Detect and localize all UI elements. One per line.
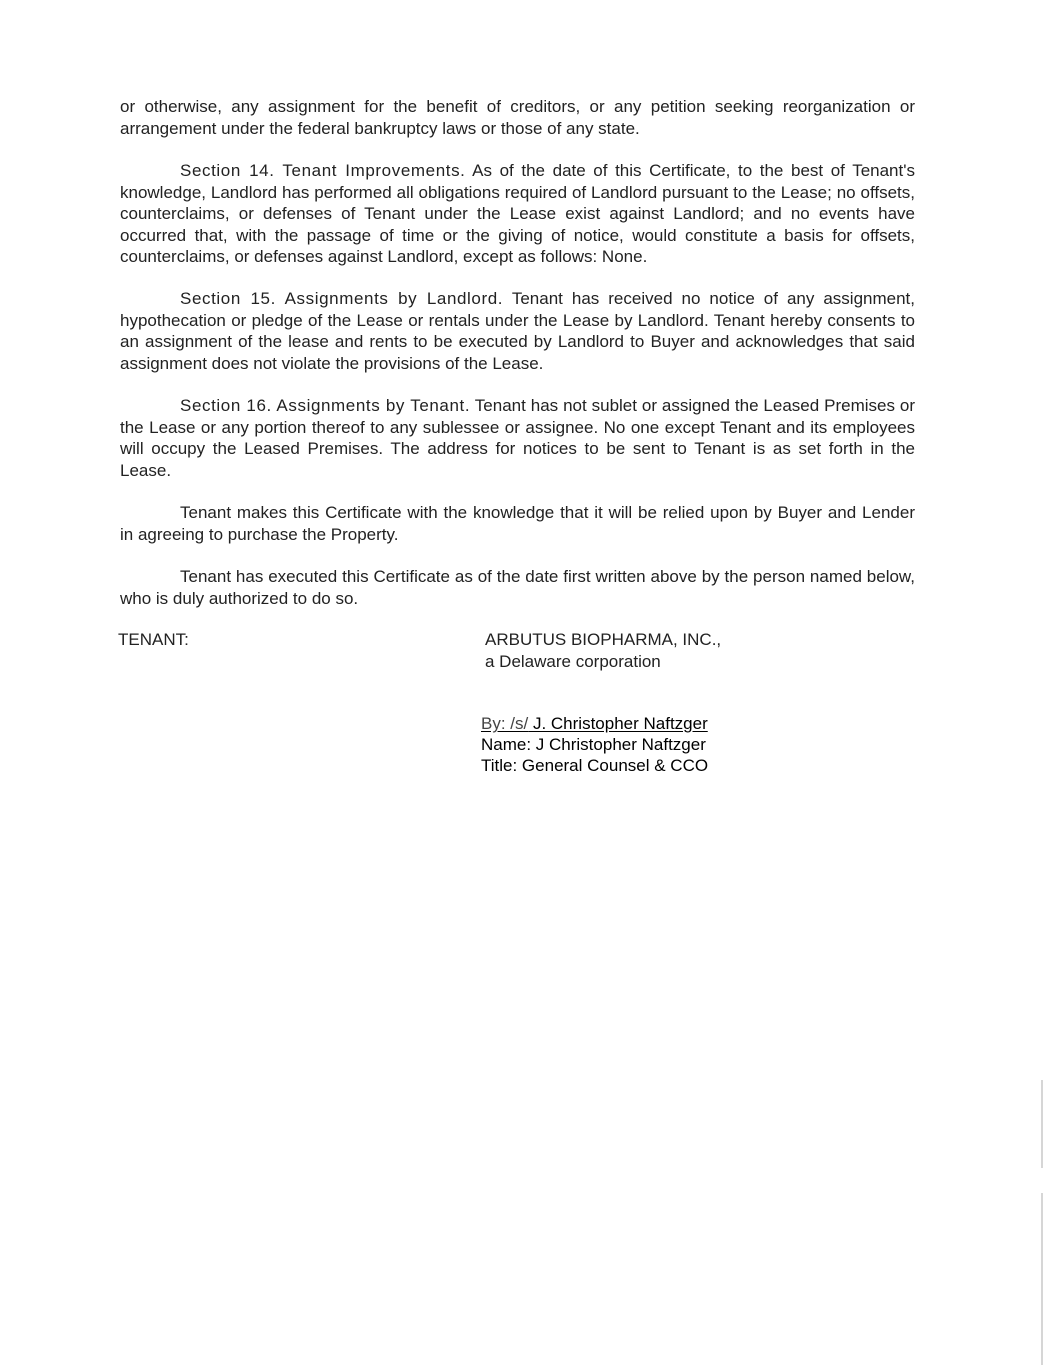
continuation-paragraph — [120, 96, 915, 139]
section-15-heading: Section 15. Assignments by Landlord. — [180, 289, 504, 308]
reliance-paragraph — [120, 502, 915, 545]
company-name: ARBUTUS BIOPHARMA, INC., — [485, 630, 722, 649]
signer-title: Title: General Counsel & CCO — [481, 756, 709, 775]
signer-name: Name: J Christopher Naftzger — [481, 735, 706, 754]
reliance-text: Tenant makes this Certificate with the knowledge that it will be relied upon by Buyer and Lender in agreeing to purchase the Property. — [120, 503, 915, 544]
tenant-label: TENANT: — [118, 630, 189, 649]
continuation-text: or otherwise, any assignment for the benefit of creditors, or any petition seeking reorganization or arrangement under the federal bankruptcy laws or those of any state. — [120, 97, 915, 138]
page-edge-divider — [1041, 1080, 1043, 1168]
execution-paragraph — [120, 566, 915, 609]
signer-signature: J. Christopher Naftzger — [528, 714, 708, 733]
company-block — [485, 629, 721, 672]
execution-text: Tenant has executed this Certificate as of the date first written above by the person named below, who is duly authorized to do so. — [120, 567, 915, 608]
section-16-paragraph — [120, 395, 915, 481]
page-edge-divider — [1041, 1193, 1043, 1365]
section-15-paragraph — [120, 288, 915, 374]
signature-block — [481, 713, 708, 776]
company-type: a Delaware corporation — [485, 651, 661, 671]
section-14-heading: Section 14. Tenant Improvements. — [180, 161, 466, 180]
section-16-heading: Section 16. Assignments by Tenant. — [180, 396, 471, 415]
signature-line — [481, 713, 708, 734]
section-15-body: Tenant has received no notice of any assignment, hypothecation or pledge of the Lease or rentals under the Lease by Landlord. Tenant hereby consents to an assignment of the lease and rents to be executed by Landlord to Buyer and acknowledges that said assignment does not violate the provisions of the Lease. — [120, 289, 915, 373]
section-14-body: As of the date of this Certificate, to the best of Tenant's knowledge, Landlord has performed all obligations required of Landlord pursuant to the Lease; no offsets, counterclaims, or defenses of Tenant under the Lease exist against Landlord; and no events have occurred that, with the passage of time or the giving of notice, would constitute a basis for offsets, counterclaims, or defenses against Landlord, except as follows: None. — [120, 161, 915, 266]
by-prefix: By: /s/ — [481, 714, 529, 733]
section-14-paragraph — [120, 160, 915, 268]
section-16-body: Tenant has not sublet or assigned the Leased Premises or the Lease or any portion thereof to any sublessee or assignee. No one except Tenant and its employees will occupy the Leased Premises. The address for notices to be sent to Tenant is as set forth in the Lease. — [120, 396, 916, 480]
